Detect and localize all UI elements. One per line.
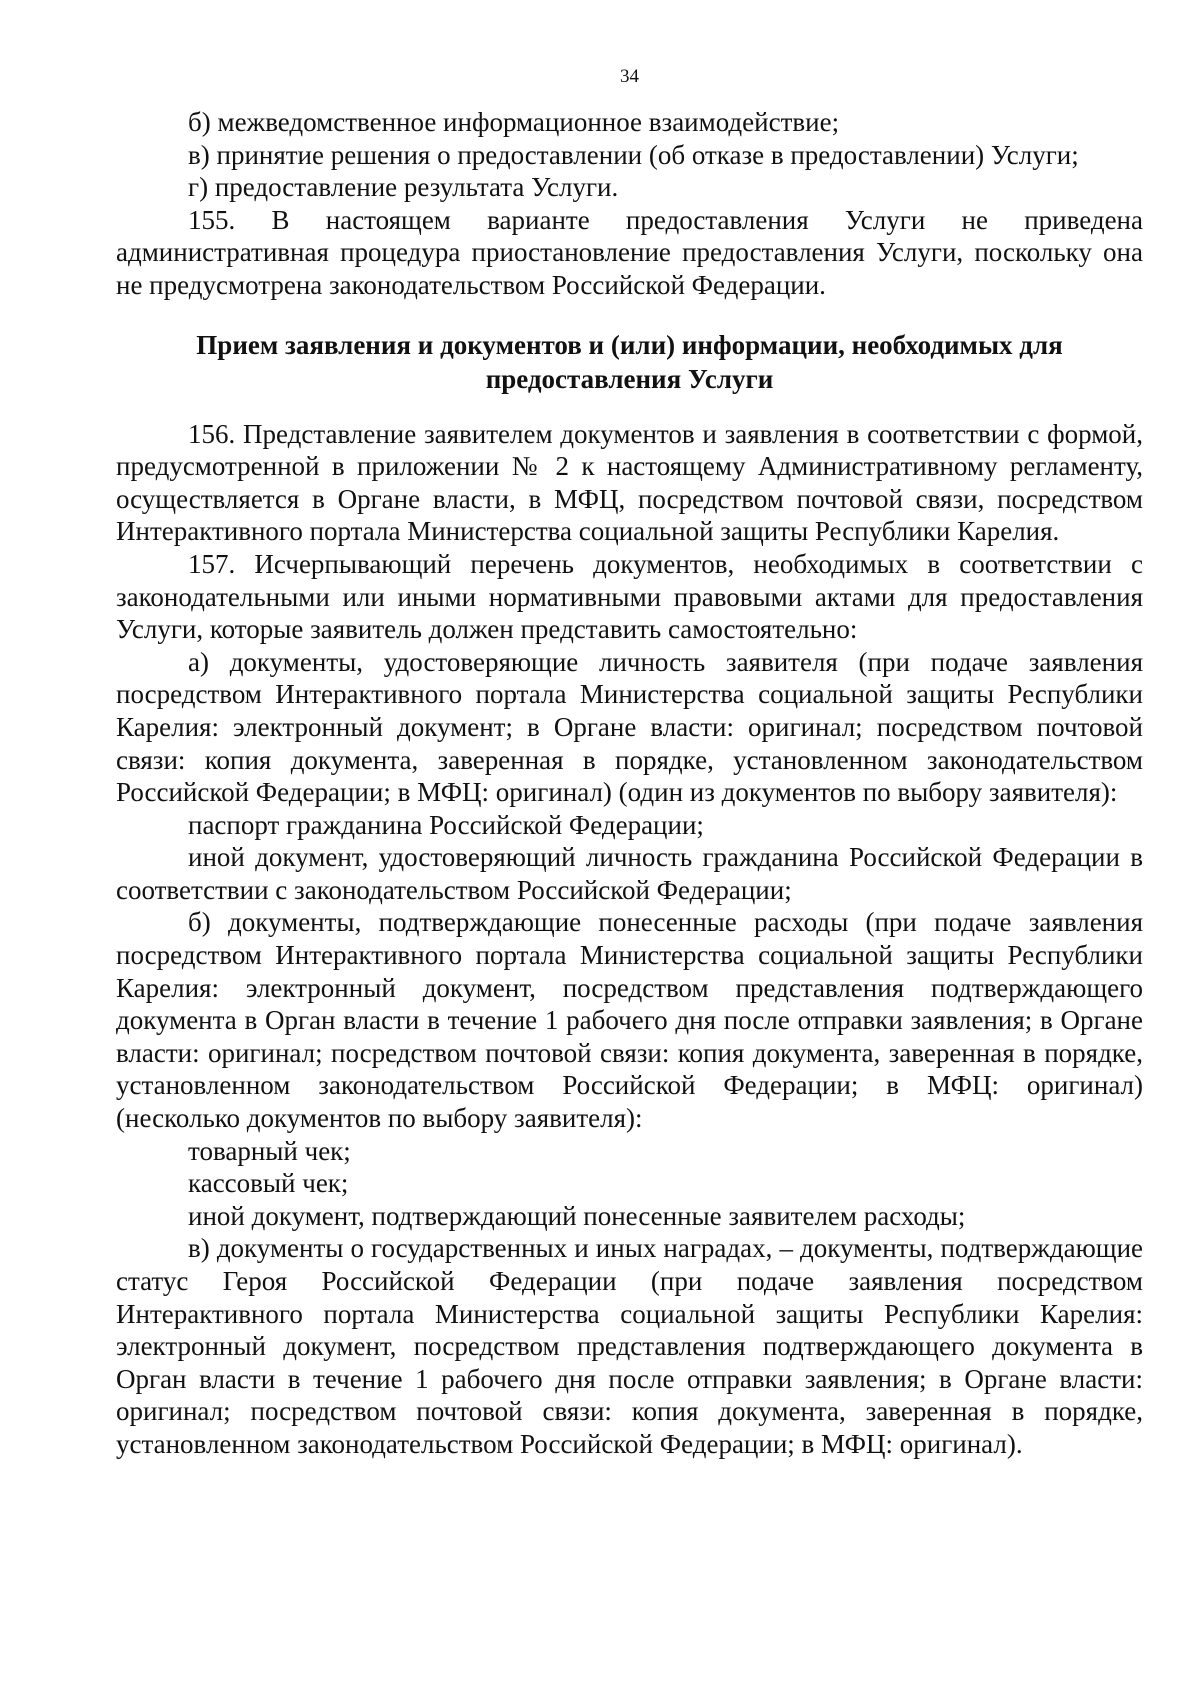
- paragraph-157-a: а) документы, удостоверяющие личность заявителя (при подаче заявления посредством Интерактивного портала Министерства социальной защиты Республики Карелия: электронный документ; в Органе власти: оригинал; посредством почтовой связи: копия документа, заверенная в порядке, установленном законодательством Российской Федерации; в МФЦ: оригинал) (один из документов по выбору заявителя):: [116, 646, 1143, 808]
- list-item-passport: паспорт гражданина Российской Федерации;: [188, 809, 704, 840]
- paragraph-157-b: б) документы, подтверждающие понесенные расходы (при подаче заявления посредством Интерактивного портала Министерства социальной защиты Республики Карелия: электронный документ, посредством представления подтверждающего документа в Орган власти в течение 1 рабочего дня после отправки заявления; в Органе власти: оригинал; посредством почтовой связи: копия документа, заверенная в порядке, установленном законодательством Российской Федерации; в МФЦ: оригинал) (несколько документов по выбору заявителя):: [116, 907, 1143, 1134]
- section-heading-line-1: Прием заявления и документов и (или) информации, необходимых для: [196, 329, 1063, 360]
- paragraph-157-v: в) документы о государственных и иных наградах, – документы, подтверждающие статус Героя Российской Федерации (при подаче заявления посредством Интерактивного портала Министерства социальной защиты Республики Карелия: электронный документ, посредством представления подтверждающего документа в Орган власти в течение 1 рабочего дня после отправки заявления; в Органе власти: оригинал; посредством почтовой связи: копия документа, заверенная в порядке, установленном законодательством Российской Федерации; в МФЦ: оригинал).: [116, 1233, 1143, 1459]
- list-item-sales-receipt: товарный чек;: [188, 1135, 351, 1166]
- section-heading: [116, 328, 1143, 396]
- paragraph-item-b: б) межведомственное информационное взаимодействие;: [188, 107, 840, 137]
- list-item-cash-receipt: кассовый чек;: [188, 1168, 349, 1199]
- paragraph-156: 156. Представление заявителем документов и заявления в соответствии с формой, предусмотренной в приложении № 2 к настоящему Административному регламенту, осуществляется в Органе власти, в МФЦ, посредством почтовой связи, посредством Интерактивного портала Министерства социальной защиты Республики Карелия.: [116, 418, 1143, 547]
- list-item-other-identity-document: иной документ, удостоверяющий личность гражданина Российской Федерации в соответствии с законодательством Российской Федерации;: [116, 842, 1143, 905]
- paragraph-item-v: в) принятие решения о предоставлении (об отказе в предоставлении) Услуги;: [188, 139, 1079, 170]
- section-heading-line-2: предоставления Услуги: [485, 363, 774, 394]
- paragraph-157: 157. Исчерпывающий перечень документов, необходимых в соответствии с законодательными или иными нормативными правовыми актами для предоставления Услуги, которые заявитель должен представить самостоятельно:: [116, 548, 1143, 645]
- list-item-other-expense-document: иной документ, подтверждающий понесенные заявителем расходы;: [188, 1200, 966, 1231]
- page-number: 34: [620, 66, 639, 87]
- paragraph-155: 155. В настоящем варианте предоставления Услуги не приведена административная процедура приостановление предоставления Услуги, поскольку она не предусмотрена законодательством Российской Федерации.: [116, 204, 1143, 300]
- paragraph-item-g: г) предоставление результата Услуги.: [188, 172, 619, 203]
